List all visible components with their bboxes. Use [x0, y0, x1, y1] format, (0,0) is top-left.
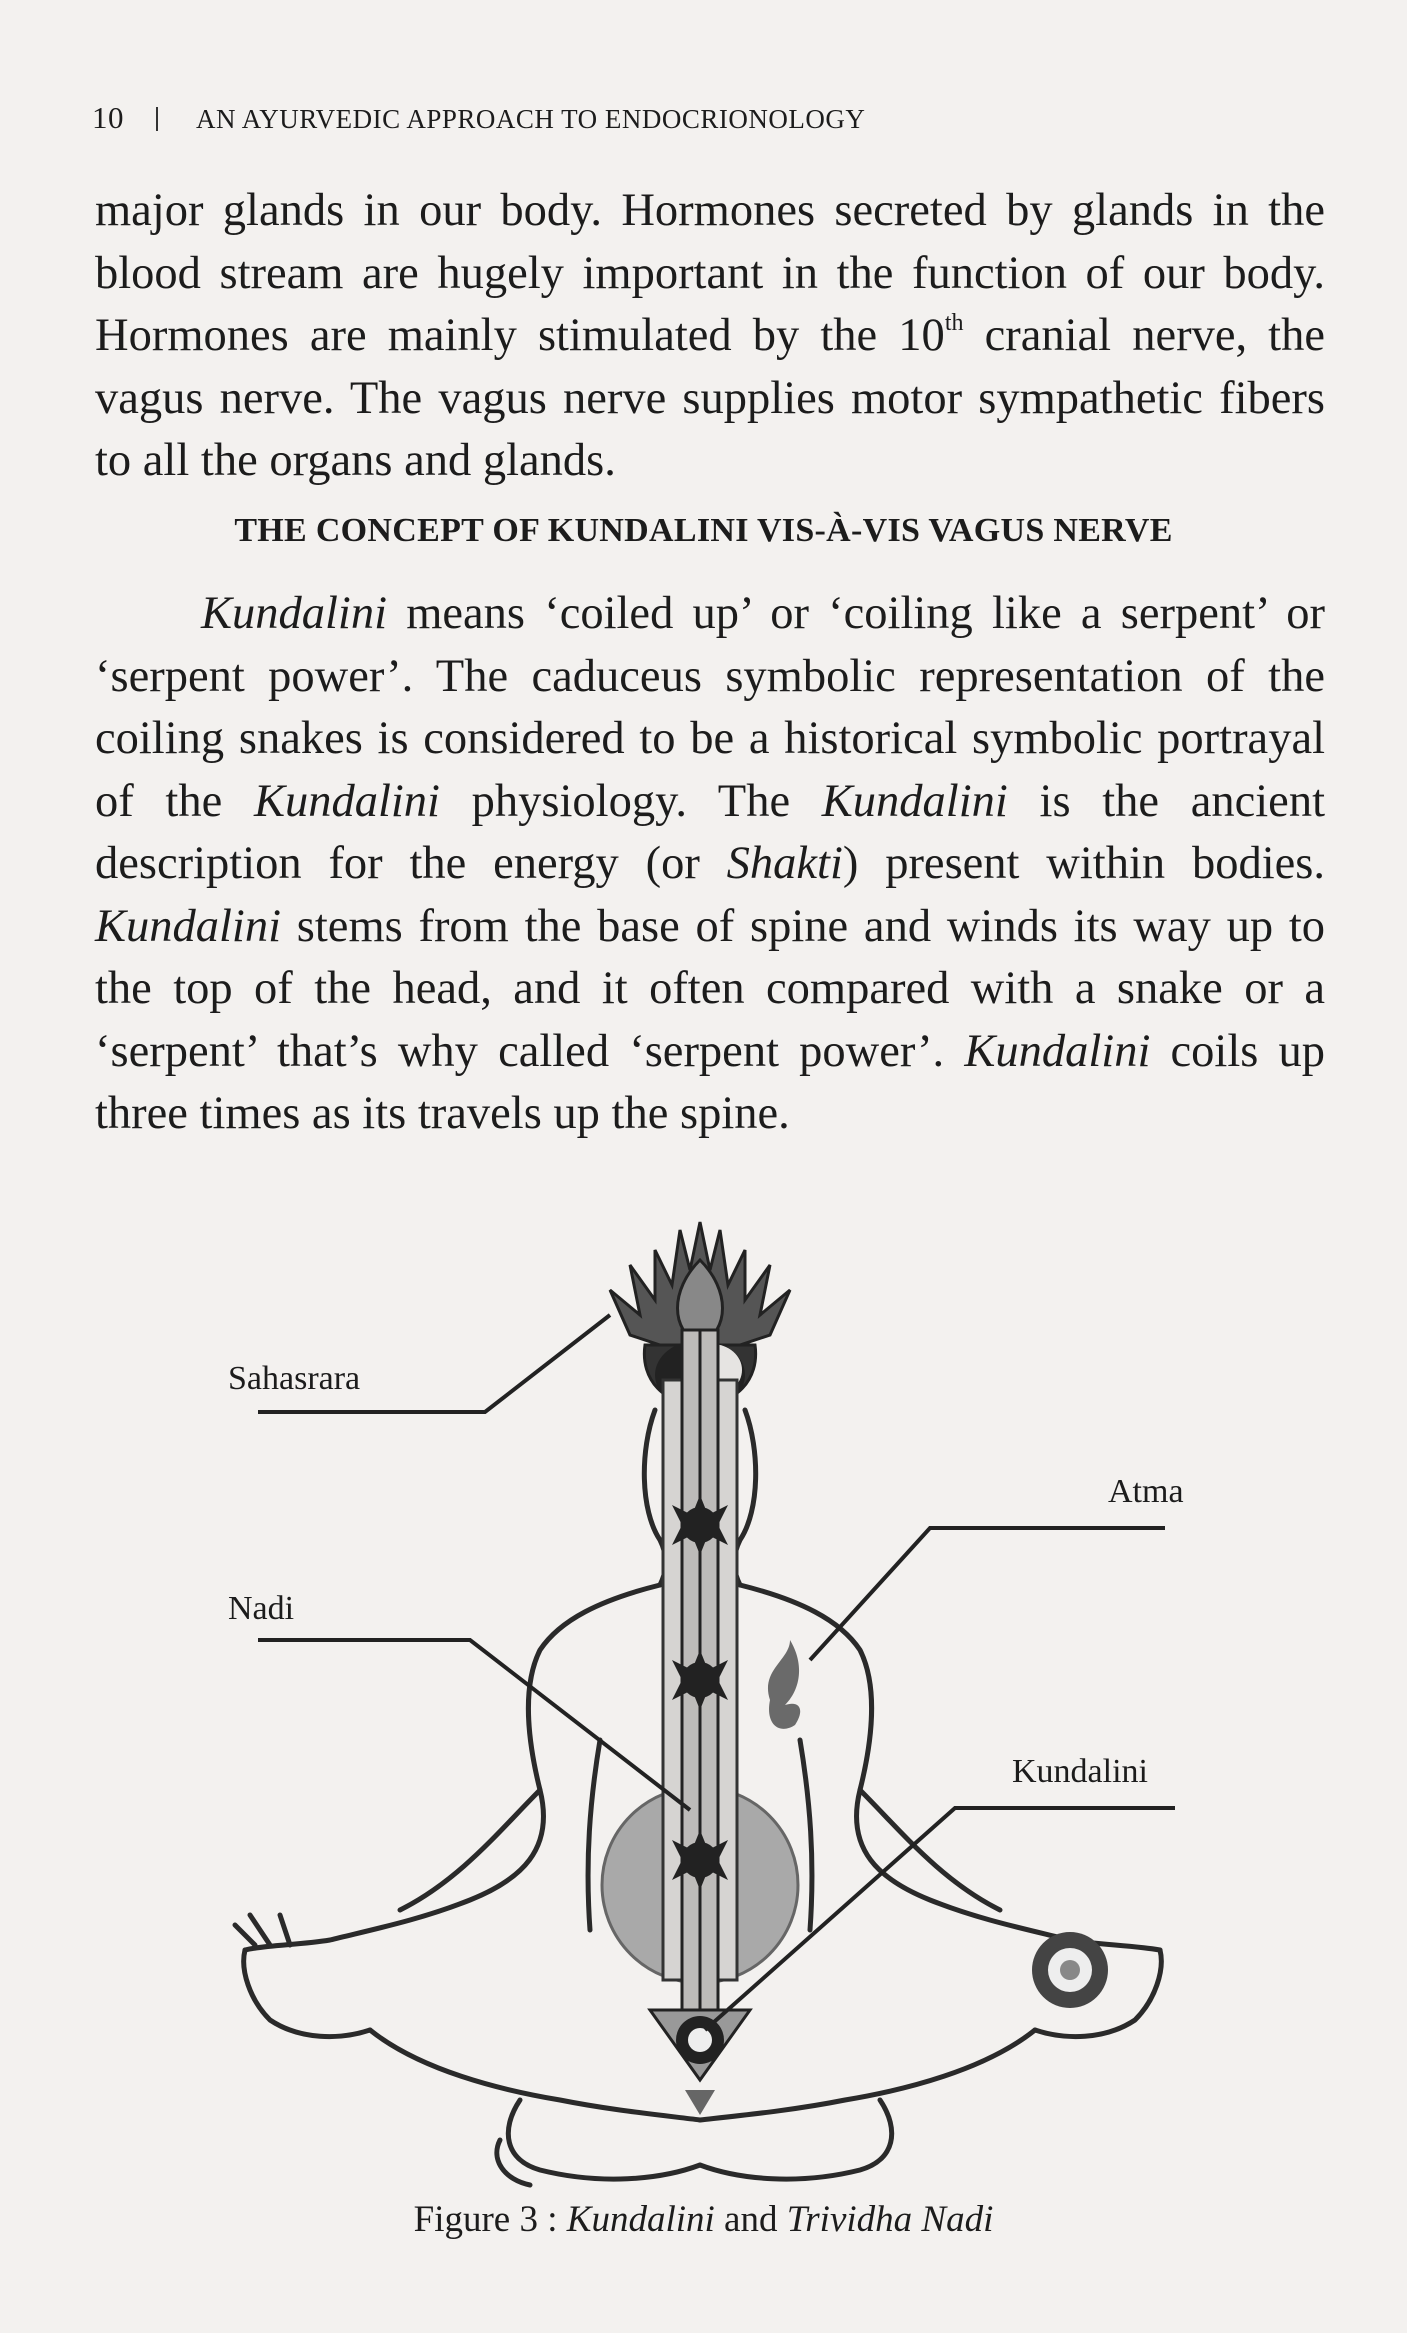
atma-flame-icon	[768, 1640, 800, 1729]
italic-term: Shakti	[726, 838, 843, 889]
italic-term: Kundalini	[253, 775, 440, 827]
atma-leader-line	[810, 1528, 1165, 1660]
meditating-figure-illustration	[0, 1190, 1407, 2260]
running-header	[92, 100, 865, 136]
paragraph-glands	[95, 180, 1325, 493]
italic-term: Kundalini	[566, 2199, 715, 2240]
caption-text: and	[714, 2199, 787, 2240]
section-heading: THE CONCEPT OF KUNDALINI VIS-À-VIS VAGUS NERVE	[234, 512, 1173, 549]
caption-prefix: Figure 3 :	[413, 2199, 567, 2240]
paragraph-kundalini	[95, 583, 1325, 1146]
figure-caption	[0, 2198, 1407, 2241]
paragraph-text: stems from the base of spine and winds its way up to the top of the head, and it often compared with a snake or a ‘serpent’ that’s why called ‘serpent power’.	[95, 900, 1325, 1077]
italic-term: Kundalini	[964, 1025, 1151, 1077]
hand-mudra-icon	[1032, 1932, 1108, 2008]
paragraph-text: is the ancient description for the energy (or	[95, 775, 1325, 889]
page-number: 10	[92, 100, 124, 135]
italic-term: Kundalini	[821, 775, 1008, 827]
italic-term: Trividha Nadi	[786, 2199, 994, 2240]
label-atma: Atma	[1108, 1473, 1184, 1510]
paragraph-text: coils up three times as its travels up the spine.	[95, 1025, 1325, 1139]
label-nadi: Nadi	[228, 1590, 295, 1627]
kundalini-figure	[0, 1190, 1407, 2260]
ordinal-superscript: th	[944, 310, 964, 336]
header-separator	[156, 107, 158, 131]
label-kundalini: Kundalini	[1012, 1753, 1148, 1790]
label-sahasrara: Sahasrara	[228, 1360, 361, 1397]
italic-term: Kundalini	[95, 900, 282, 952]
nadi-leader-line	[258, 1640, 690, 1810]
paragraph-text: major glands in our body. Hormones secreted by glands in the blood stream are hugely important in the function of our body. Hormones are mainly stimulated by the 10	[95, 185, 1325, 361]
paragraph-text: cranial nerve, the vagus nerve. The vagus nerve supplies motor sympathetic fibers to all the organs and glands.	[95, 310, 1325, 486]
paragraph-text: ) present within bodies.	[842, 838, 1325, 889]
paragraph-text: means ‘coiled up’ or ‘coiling like a serpent’ or ‘serpent power’. The caduceus symbolic representation of the coiling snakes is considered to be a historical symbolic portrayal of the	[95, 588, 1325, 827]
kundalini-coil-icon	[650, 2010, 750, 2115]
italic-term: Kundalini	[201, 588, 388, 639]
running-title: AN AYURVEDIC APPROACH TO ENDOCRIONOLOGY	[196, 104, 866, 134]
paragraph-text: physiology. The	[439, 775, 822, 827]
